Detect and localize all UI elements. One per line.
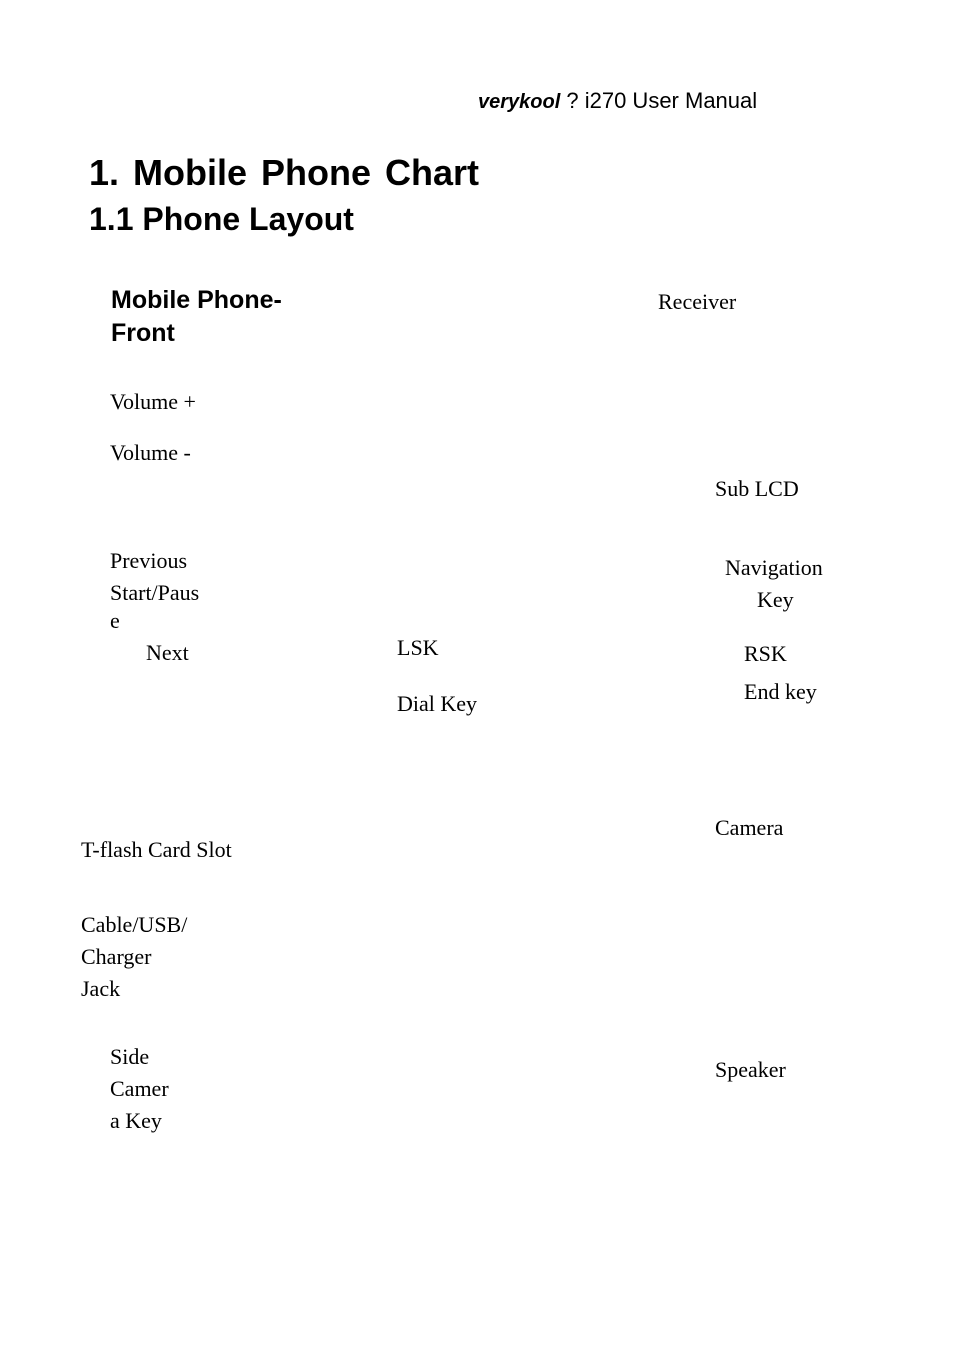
label-rsk: RSK — [744, 641, 787, 666]
figure-subtitle-line: Front — [111, 319, 175, 347]
label-side-camera-key — [110, 1041, 169, 1137]
label-receiver: Receiver — [658, 289, 737, 314]
label-line: Charger — [81, 944, 152, 969]
label-line: Cable/USB/ — [81, 912, 188, 937]
chapter-heading: 1. Mobile Phone Chart — [89, 152, 480, 193]
label-line: Key — [757, 587, 794, 612]
label-sub-lcd: Sub LCD — [715, 476, 799, 501]
label-tflash-slot: T-flash Card Slot — [81, 837, 232, 862]
label-next: Next — [146, 640, 189, 665]
figure-subtitle-line: Mobile Phone- — [111, 286, 282, 314]
label-volume-up: Volume + — [110, 389, 196, 414]
label-line: a Key — [110, 1108, 162, 1133]
label-charger-jack — [81, 909, 187, 1005]
label-line: Camer — [110, 1076, 169, 1101]
label-previous: Previous — [110, 548, 187, 573]
label-lsk: LSK — [397, 635, 439, 660]
section-heading: 1.1 Phone Layout — [89, 201, 354, 237]
label-line: Jack — [81, 976, 121, 1001]
brand-name: verykool — [478, 91, 561, 113]
header-title: ? i270 User Manual — [560, 88, 758, 113]
figure-subtitle — [111, 284, 282, 350]
label-dial-key: Dial Key — [397, 691, 478, 716]
label-line: Navigation — [725, 555, 823, 580]
running-header — [478, 88, 757, 114]
label-line: Start/Paus — [110, 580, 200, 605]
label-end-key: End key — [744, 679, 817, 704]
label-line: Side — [110, 1044, 150, 1069]
label-camera: Camera — [715, 815, 784, 840]
label-speaker: Speaker — [715, 1057, 786, 1082]
label-navigation-key — [725, 552, 823, 616]
label-volume-down: Volume - — [110, 440, 191, 465]
label-line: e — [110, 608, 120, 633]
label-start-pause — [110, 577, 199, 637]
